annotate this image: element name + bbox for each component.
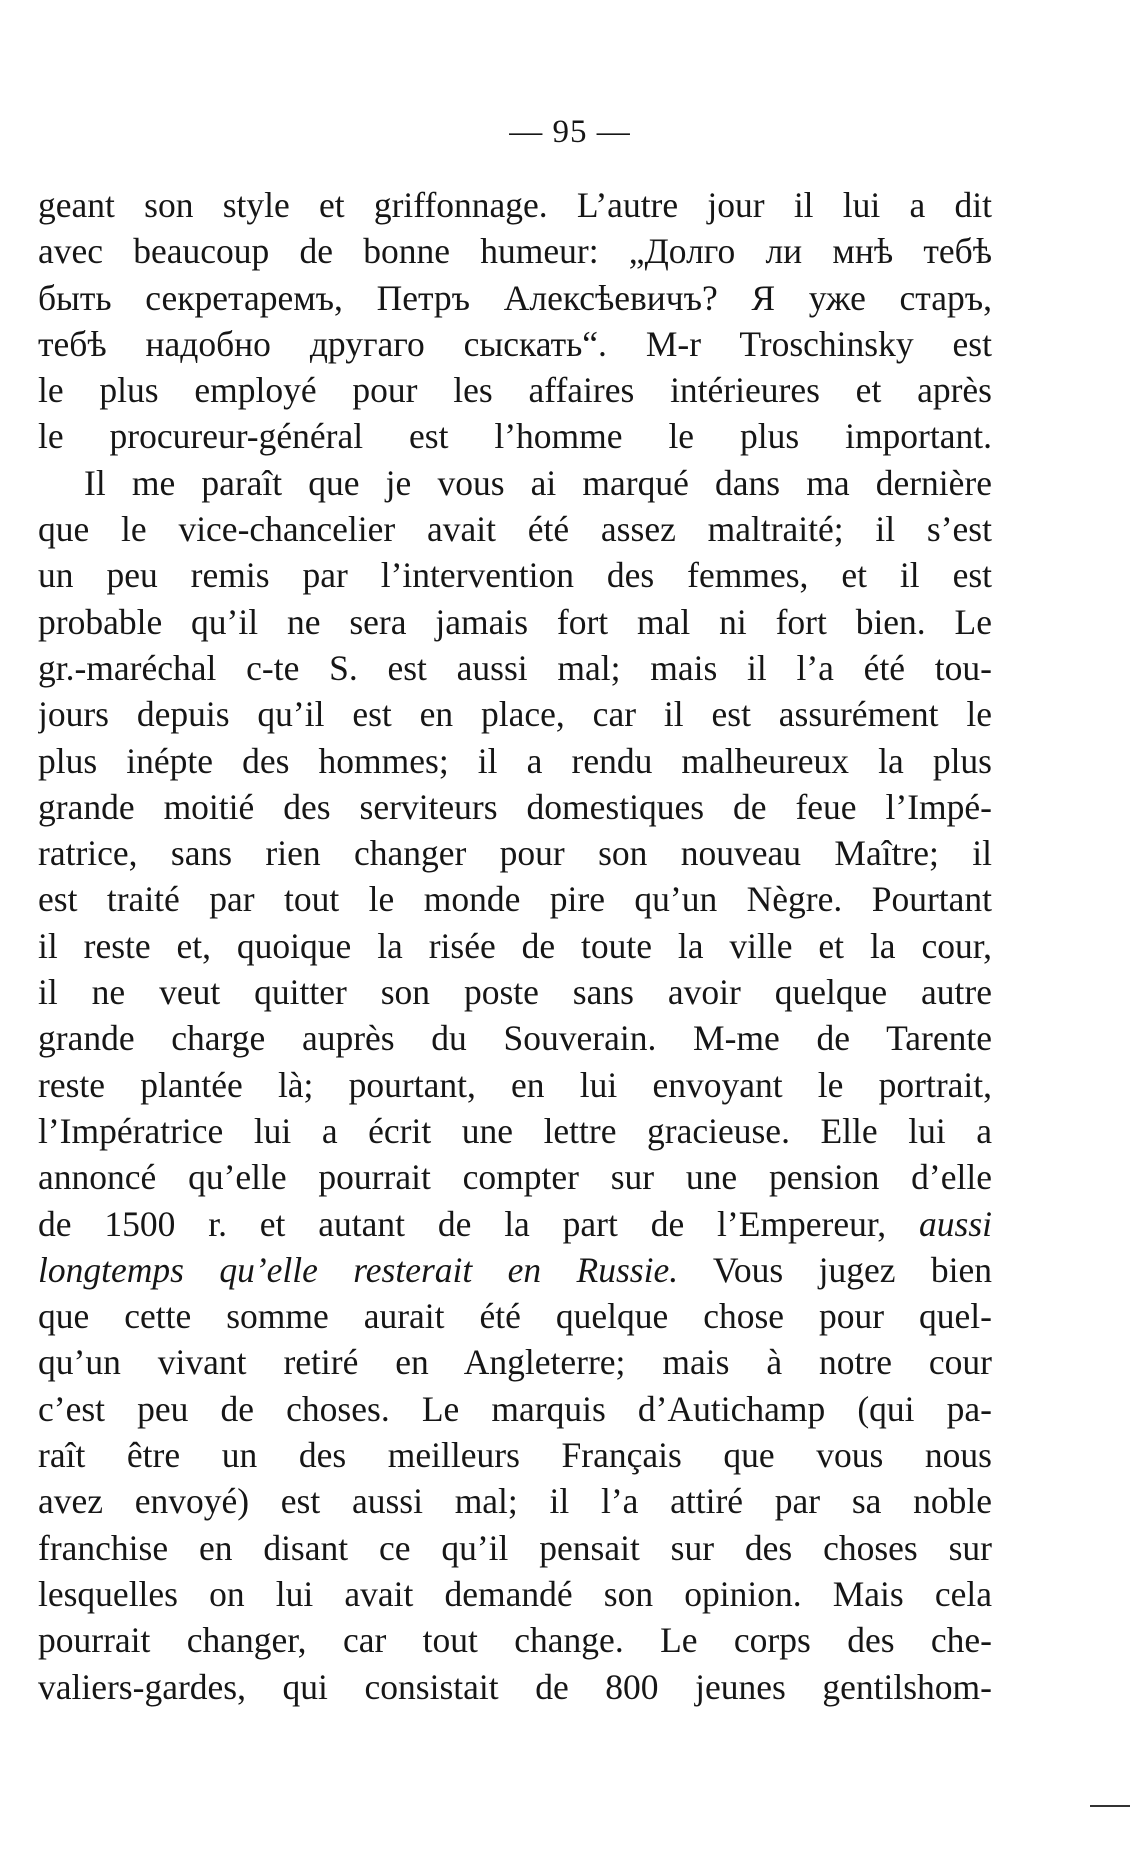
text-line: l’Impératrice lui a écrit une lettre gracieuse. Elle lui a [38,1110,992,1151]
text-line [38,1247,992,1293]
text-line: тебѣ надобно другаго сыскать“. M-r Troschinsky est [38,323,992,364]
text-line: gr.-maréchal c-te S. est aussi mal; mais il l’a été tou- [38,647,992,688]
text-line: valiers-gardes, qui consistait de 800 jeunes gentilshom- [38,1666,992,1707]
text-line: que cette somme aurait été quelque chose pour quel- [38,1296,992,1337]
text-line: jours depuis qu’il est en place, car il est assurément le [38,694,992,735]
footer-rule [1090,1805,1130,1807]
text-line: raît être un des meilleurs Français que vous nous [38,1435,992,1476]
italic-segment: aussi [919,1203,992,1244]
text-line: grande charge auprès du Souverain. M-me de Tarente [38,1018,992,1059]
text-line: pourrait changer, car tout change. Le corps des che- [38,1620,992,1661]
text-line: avez envoyé) est aussi mal; il l’a attiré par sa noble [38,1481,992,1522]
text-line: il ne veut quitter son poste sans avoir quelque autre [38,972,992,1013]
text-line: un peu remis par l’intervention des femmes, et il est [38,555,992,596]
text-line [38,1201,992,1247]
text-segment: de 1500 r. et autant de la part de l’Empereur, [38,1203,887,1244]
text-line: est traité par tout le monde pire qu’un Nègre. Pourtant [38,879,992,920]
text-line: franchise en disant ce qu’il pensait sur des choses sur [38,1527,992,1568]
text-line: reste plantée là; pourtant, en lui envoyant le portrait, [38,1064,992,1105]
text-line: plus inépte des hommes; il a rendu malheureux la plus [38,740,992,781]
body-text [38,182,992,1710]
text-segment: Vous jugez bien [712,1249,992,1290]
text-line: быть секретаремъ, Петръ Алексѣевичъ? Я уже старъ, [38,277,992,318]
text-line: c’est peu de choses. Le marquis d’Autichamp (qui pa- [38,1388,992,1429]
page-number: — 95 — [509,114,631,150]
text-line: il reste et, quoique la risée de toute la ville et la cour, [38,925,992,966]
text-line: le plus employé pour les affaires intérieures et après [38,370,992,411]
text-line: Il me paraît que je vous ai marqué dans ma dernière [84,462,992,503]
italic-segment: longtemps qu’elle resterait en Russie. [38,1249,679,1290]
text-line: ratrice, sans rien changer pour son nouveau Maître; il [38,833,992,874]
text-line: avec beaucoup de bonne humeur: „Долго ли мнѣ тебѣ [38,231,992,272]
text-line: lesquelles on lui avait demandé son opinion. Mais cela [38,1573,992,1614]
text-line: annoncé qu’elle pourrait compter sur une pension d’elle [38,1157,992,1198]
text-line: probable qu’il ne sera jamais fort mal ni fort bien. Le [38,601,992,642]
text-line: le procureur-général est l’homme le plus important. [38,416,992,457]
text-line: grande moitié des serviteurs domestiques de feue l’Impé- [38,786,992,827]
text-line: que le vice-chancelier avait été assez maltraité; il s’est [38,509,992,550]
text-line: qu’un vivant retiré en Angleterre; mais à notre cour [38,1342,992,1383]
text-line: geant son style et griffonnage. L’autre jour il lui a dit [38,185,992,225]
